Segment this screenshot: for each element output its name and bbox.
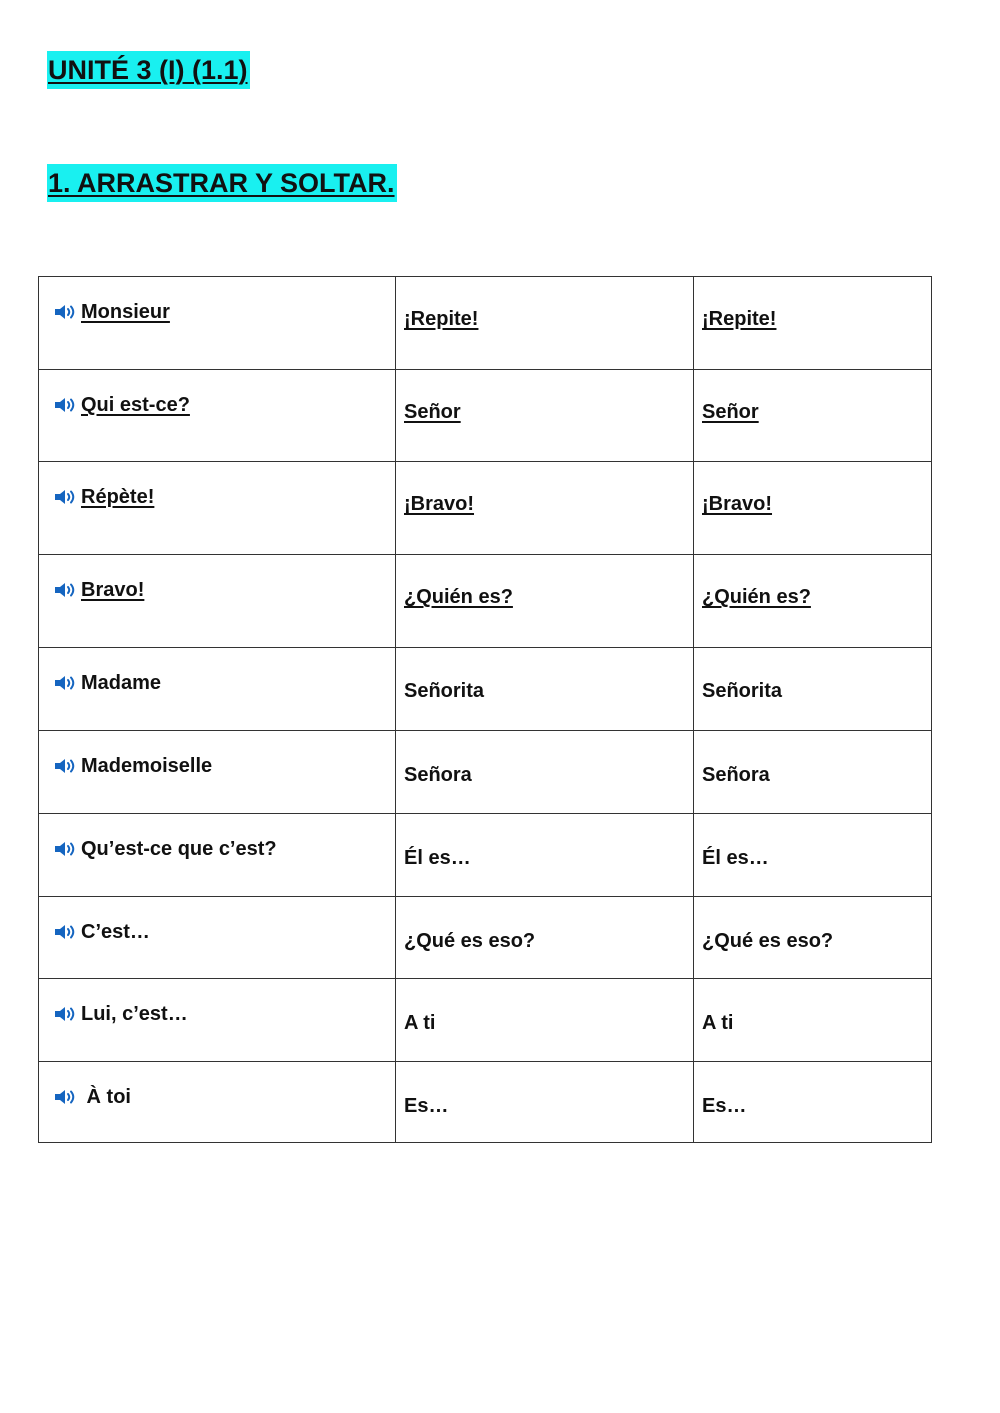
answer-text[interactable]: Él es… <box>702 847 769 869</box>
spanish-option[interactable]: Él es… <box>404 847 471 869</box>
answer-text[interactable]: ¡Bravo! <box>702 493 773 515</box>
french-term-cell <box>39 555 396 648</box>
french-term-cell <box>39 462 396 555</box>
table-row <box>39 555 932 648</box>
french-term-cell <box>39 814 396 897</box>
drop-target-cell[interactable] <box>694 277 932 370</box>
drag-item-cell[interactable] <box>396 555 694 648</box>
french-term: Lui, c’est… <box>81 1003 188 1025</box>
spanish-option[interactable]: ¡Bravo! <box>404 493 475 515</box>
table-row <box>39 897 932 979</box>
answer-text[interactable]: Señor <box>702 401 759 423</box>
drag-item-cell[interactable] <box>396 897 694 979</box>
drop-target-cell[interactable] <box>694 814 932 897</box>
drag-item-cell[interactable] <box>396 731 694 814</box>
drag-item-cell[interactable] <box>396 979 694 1062</box>
french-term-cell <box>39 277 396 370</box>
french-term: Répète! <box>81 486 155 508</box>
answer-text[interactable]: Es… <box>702 1095 747 1117</box>
french-term: À toi <box>81 1086 131 1108</box>
drop-target-cell[interactable] <box>694 731 932 814</box>
speaker-icon[interactable] <box>53 757 78 775</box>
answer-text[interactable]: ¿Qué es eso? <box>702 930 834 952</box>
spanish-option[interactable]: Es… <box>404 1095 449 1117</box>
speaker-icon[interactable] <box>53 1088 78 1106</box>
spanish-option[interactable]: ¿Qué es eso? <box>404 930 536 952</box>
answer-text[interactable]: Señora <box>702 764 770 786</box>
speaker-icon[interactable] <box>53 840 78 858</box>
drop-target-cell[interactable] <box>694 370 932 462</box>
answer-text[interactable]: ¿Quién es? <box>702 586 811 608</box>
drag-item-cell[interactable] <box>396 370 694 462</box>
speaker-icon[interactable] <box>53 396 78 414</box>
spanish-option[interactable]: ¿Quién es? <box>404 586 513 608</box>
drop-target-cell[interactable] <box>694 897 932 979</box>
unit-title: UNITÉ 3 (I) (1.1) <box>47 51 250 89</box>
table-row <box>39 370 932 462</box>
answer-text[interactable]: A ti <box>702 1012 734 1034</box>
drop-target-cell[interactable] <box>694 462 932 555</box>
spanish-option[interactable]: Señorita <box>404 680 485 702</box>
table-row <box>39 648 932 731</box>
french-term: Madame <box>81 672 162 694</box>
french-term-cell <box>39 1062 396 1143</box>
speaker-icon[interactable] <box>53 581 78 599</box>
table-row <box>39 814 932 897</box>
speaker-icon[interactable] <box>53 303 78 321</box>
spanish-option[interactable]: Señora <box>404 764 472 786</box>
spanish-option[interactable]: ¡Repite! <box>404 308 479 330</box>
french-term-cell <box>39 897 396 979</box>
table-row <box>39 277 932 370</box>
drop-target-cell[interactable] <box>694 1062 932 1143</box>
table-row <box>39 1062 932 1143</box>
drag-item-cell[interactable] <box>396 814 694 897</box>
speaker-icon[interactable] <box>53 674 78 692</box>
answer-text[interactable]: Señorita <box>702 680 783 702</box>
drag-item-cell[interactable] <box>396 648 694 731</box>
french-term-cell <box>39 648 396 731</box>
speaker-icon[interactable] <box>53 1005 78 1023</box>
drop-target-cell[interactable] <box>694 979 932 1062</box>
french-term: Monsieur <box>81 301 170 323</box>
spanish-option[interactable]: A ti <box>404 1012 436 1034</box>
table-row <box>39 731 932 814</box>
exercise-title: 1. ARRASTRAR Y SOLTAR. <box>47 164 397 202</box>
drag-item-cell[interactable] <box>396 462 694 555</box>
table-row <box>39 979 932 1062</box>
speaker-icon[interactable] <box>53 923 78 941</box>
french-term-cell <box>39 979 396 1062</box>
drag-item-cell[interactable] <box>396 1062 694 1143</box>
french-term-cell <box>39 731 396 814</box>
speaker-icon[interactable] <box>53 488 78 506</box>
answer-text[interactable]: ¡Repite! <box>702 308 777 330</box>
french-term: Bravo! <box>81 579 145 601</box>
vocabulary-table <box>38 276 932 1143</box>
french-term: Mademoiselle <box>81 755 213 777</box>
drag-item-cell[interactable] <box>396 277 694 370</box>
drop-target-cell[interactable] <box>694 648 932 731</box>
french-term-cell <box>39 370 396 462</box>
table-row <box>39 462 932 555</box>
french-term: C’est… <box>81 921 150 943</box>
spanish-option[interactable]: Señor <box>404 401 461 423</box>
drop-target-cell[interactable] <box>694 555 932 648</box>
french-term: Qu’est-ce que c’est? <box>81 838 277 860</box>
french-term: Qui est-ce? <box>81 394 190 416</box>
